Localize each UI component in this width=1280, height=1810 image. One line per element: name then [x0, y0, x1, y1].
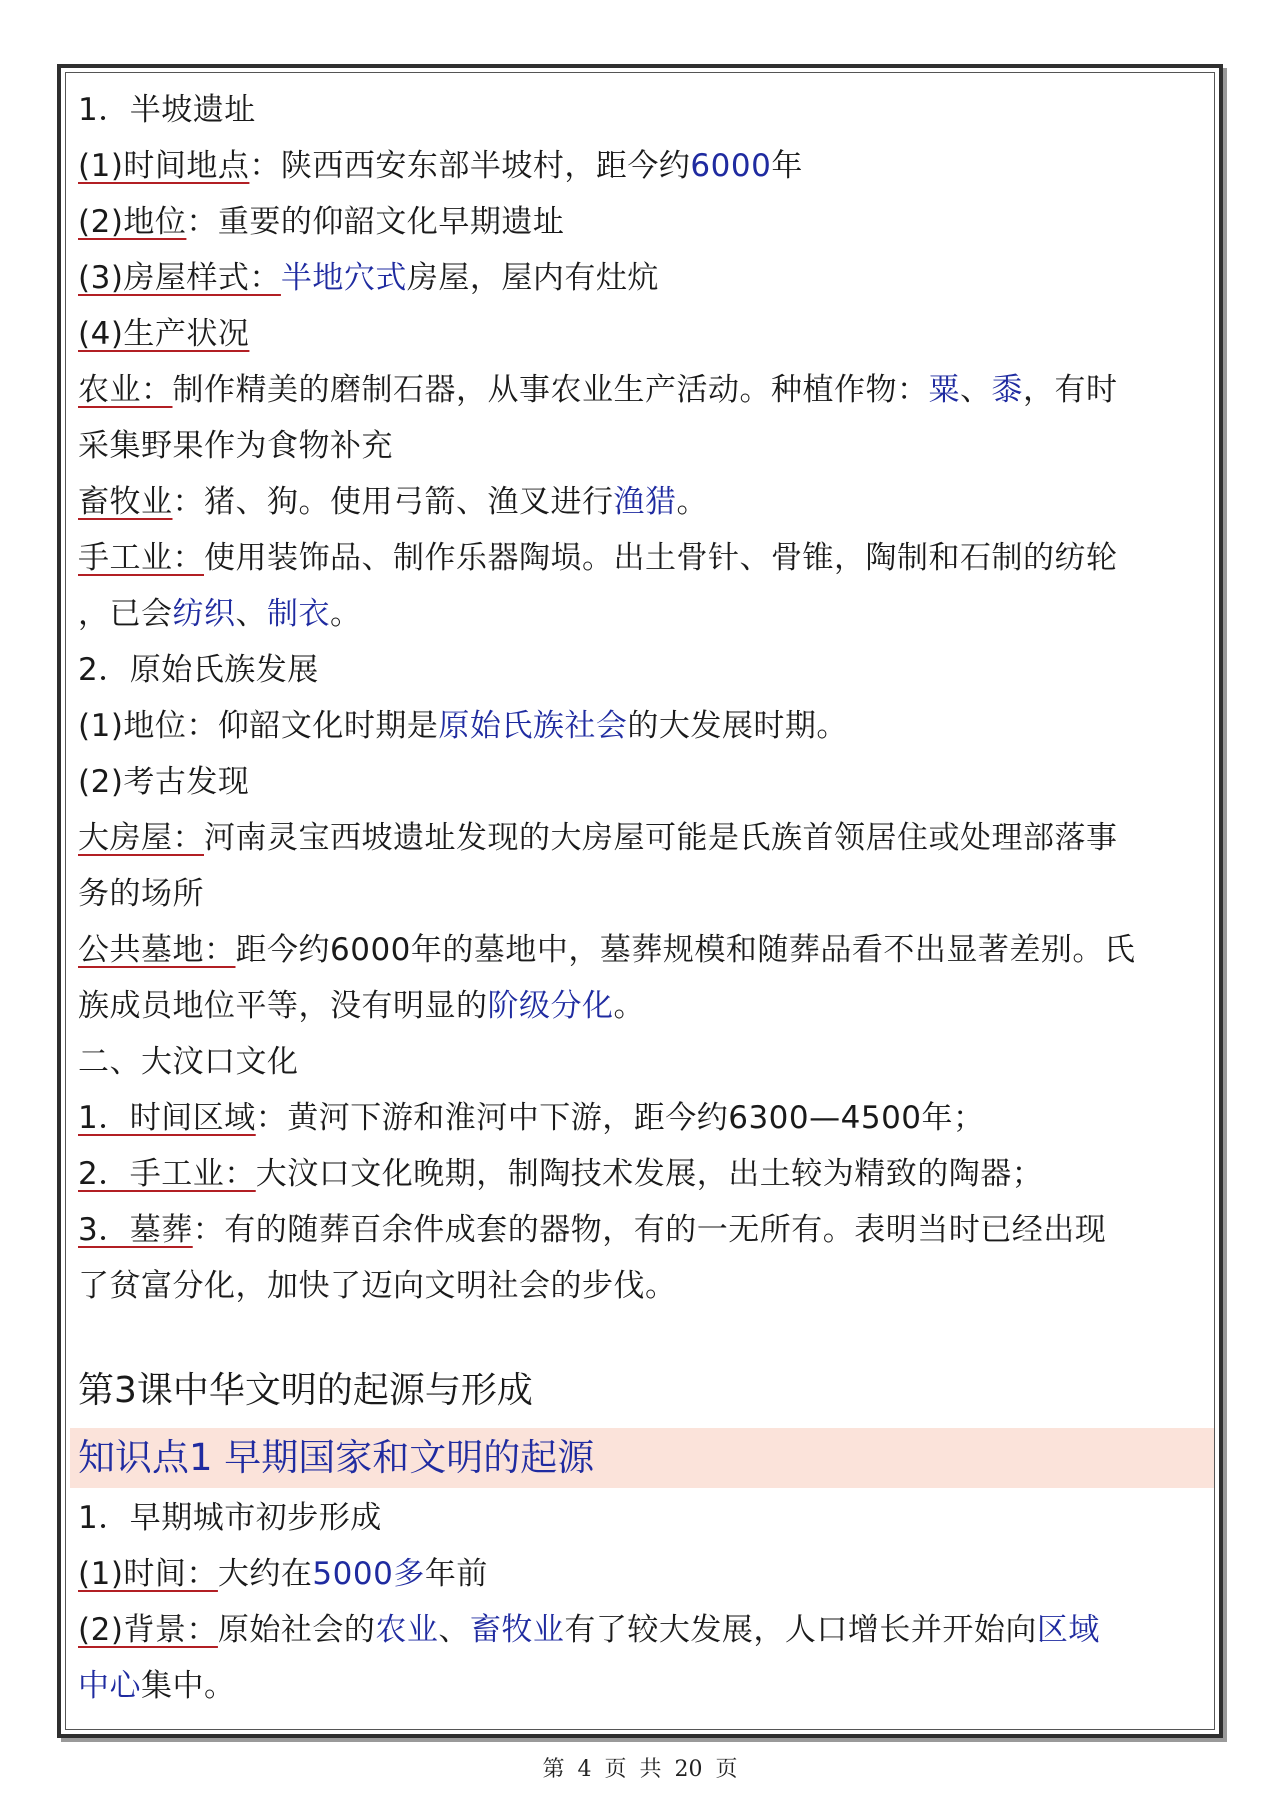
text-line: 公共墓地：距今约6000年的墓地中，墓葬规模和随葬品看不出显著差别。氏	[78, 932, 1136, 968]
keyword: 农业	[375, 1612, 439, 1648]
text-line: 大房屋：河南灵宝西坡遗址发现的大房屋可能是氏族首领居住或处理部落事	[78, 820, 1118, 856]
keyword: 渔猎	[613, 484, 677, 520]
underlined-label: (3)房屋样式：	[78, 260, 281, 296]
text-line: (2)地位：重要的仰韶文化早期遗址	[78, 204, 565, 240]
underlined-label: 2．手工业：	[78, 1156, 256, 1192]
text-line: 1．时间区域：黄河下游和淮河中下游，距今约6300—4500年；	[78, 1100, 985, 1136]
section-heading: 1．半坡遗址	[78, 92, 256, 128]
keyword: 半地穴式	[280, 260, 407, 296]
section-heading: 二、大汶口文化	[78, 1044, 299, 1080]
text-line: (1)地位：仰韶文化时期是原始氏族社会的大发展时期。	[78, 708, 848, 744]
text-line: 采集野果作为食物补充	[78, 428, 393, 464]
text-line: 中心集中。	[78, 1668, 236, 1704]
underlined-label: (4)生产状况	[78, 316, 250, 352]
keyword: 粟	[928, 372, 960, 408]
document-content	[78, 82, 1208, 1714]
text-line: 了贫富分化，加快了迈向文明社会的步伐。	[78, 1268, 677, 1304]
keyword: 中心	[78, 1668, 141, 1704]
section-heading: 1．早期城市初步形成	[78, 1500, 382, 1536]
text-line: 3．墓葬：有的随葬百余件成套的器物，有的一无所有。表明当时已经出现	[78, 1212, 1107, 1248]
keyword: 制衣	[267, 596, 330, 632]
keyword: 黍	[991, 372, 1023, 408]
text-line: (1)时间地点：陕西西安东部半坡村，距今约6000年	[78, 148, 803, 184]
keyword: 纺织	[172, 596, 236, 632]
knowledge-point-banner: 知识点1 早期国家和文明的起源	[70, 1428, 1214, 1488]
text-line: 畜牧业：猪、狗。使用弓箭、渔叉进行渔猎。	[78, 484, 708, 520]
keyword: 畜牧业	[469, 1612, 565, 1648]
underlined-label: 3．墓葬	[78, 1212, 193, 1248]
underlined-label: 畜牧业	[78, 484, 173, 520]
page-footer: 第 4 页 共 20 页	[542, 1757, 738, 1782]
underlined-label: 大房屋：	[78, 820, 204, 856]
underlined-label: (2)背景：	[78, 1612, 218, 1648]
underlined-label: 1．时间区域	[78, 1100, 256, 1136]
text-line: (1)时间：大约在5000多年前	[78, 1556, 488, 1592]
underlined-label: 农业：	[78, 372, 173, 408]
underlined-label: (1)时间地点	[78, 148, 250, 184]
keyword: 原始氏族社会	[438, 708, 628, 744]
keyword: 区域	[1036, 1612, 1100, 1648]
text-line: 族成员地位平等，没有明显的阶级分化。	[78, 988, 645, 1024]
lesson-title: 第3课中华文明的起源与形成	[78, 1370, 533, 1411]
text-line: 务的场所	[78, 876, 204, 912]
text-line: 2．手工业：大汶口文化晚期，制陶技术发展，出土较为精致的陶器；	[78, 1156, 1044, 1192]
section-heading: 2．原始氏族发展	[78, 652, 319, 688]
text-line: ，已会纺织、制衣。	[78, 596, 362, 632]
underlined-label: 手工业：	[78, 540, 204, 576]
keyword: 阶级分化	[487, 988, 614, 1024]
text-line: 手工业：使用装饰品、制作乐器陶埙。出土骨针、骨锥，陶制和石制的纺轮	[78, 540, 1118, 576]
text-line: (2)考古发现	[78, 764, 250, 800]
text-line: (2)背景：原始社会的农业、畜牧业有了较大发展，人口增长并开始向区域	[78, 1612, 1100, 1648]
underlined-label: (2)地位	[78, 204, 187, 240]
spacer	[78, 1314, 1208, 1356]
text-line: (3)房屋样式：半地穴式房屋，屋内有灶炕	[78, 260, 659, 296]
text-line: 农业：制作精美的磨制石器，从事农业生产活动。种植作物：粟、黍，有时	[78, 372, 1118, 408]
text-line	[78, 306, 1208, 362]
keyword: 6000	[690, 148, 772, 184]
underlined-label: 公共墓地：	[78, 932, 236, 968]
keyword: 5000多	[312, 1556, 425, 1592]
underlined-label: (1)时间：	[78, 1556, 218, 1592]
